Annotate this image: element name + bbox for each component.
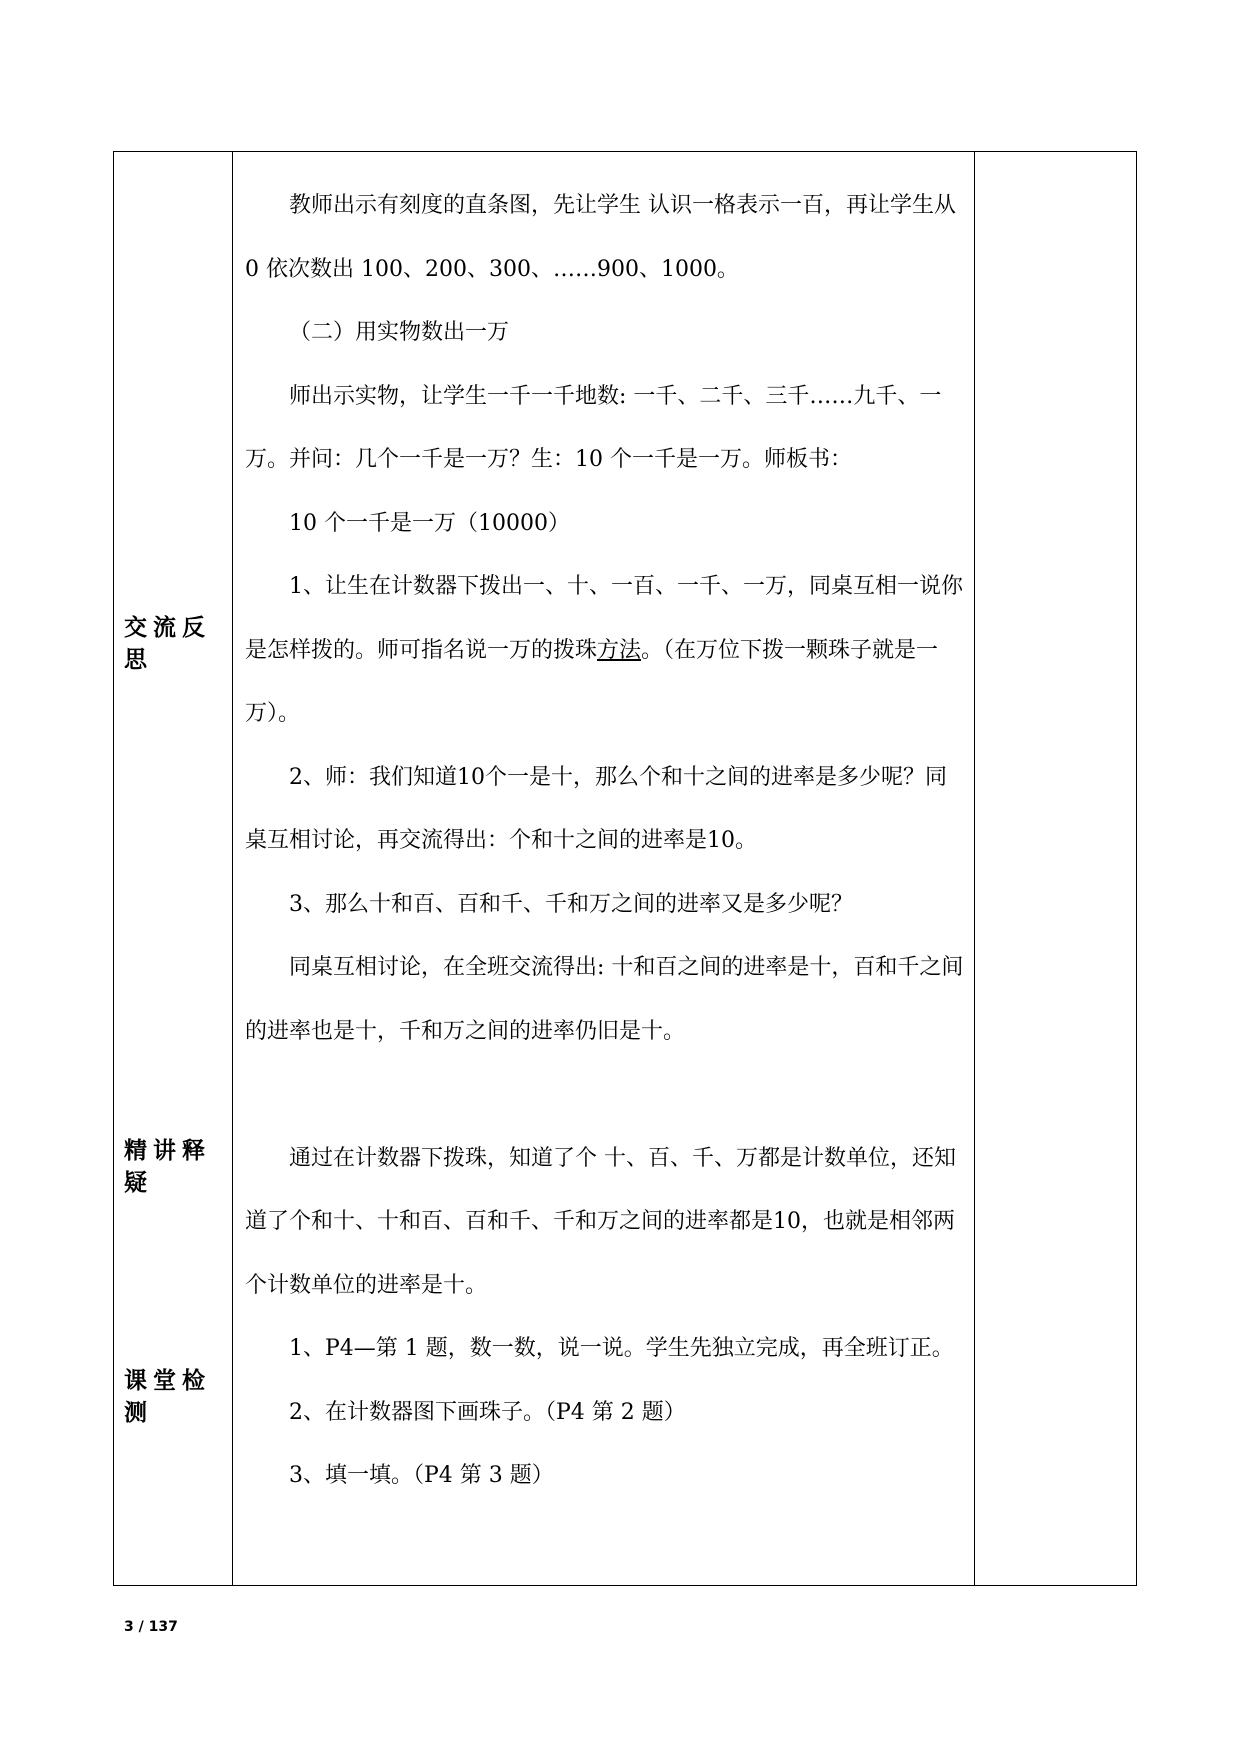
paragraph: 通过在计数器下拨珠，知道了个 十、百、千、万都是计数单位，还知道了个和十、十和百、百和千、千和万之间的进率都是10，也就是相邻两个计数单位的进率是十。 [245,1145,956,1298]
lesson-content [245,174,965,1508]
lesson-table [113,151,1137,1586]
paragraph [245,555,965,746]
underlined-term: 方法 [597,637,642,663]
label-explain-clarify: 精讲释疑 [124,1138,211,1196]
column-divider-right [974,152,975,1585]
paragraph: 2、在计数器图下画珠子。（P4 第 2 题） [289,1399,686,1425]
label-exchange-reflection: 交流反思 [124,615,211,673]
paragraph-text: 1、让生在计数器下拨出一、十、一百、一千、一万，同桌互相一说你是怎样拨的。师可指名说一万的拨珠 [245,574,963,663]
paragraph: 教师出示有刻度的直条图，先让学生 认识一格表示一百，再让学生从 0 依次数出 100、200、300、……900、1000。 [245,193,956,282]
page-number: 3 / 137 [124,1619,178,1635]
paragraph: 同桌互相讨论，在全班交流得出: 十和百之间的进率是十，百和千之间的进率也是十，千和万之间的进率仍旧是十。 [245,955,964,1044]
column-divider-left [232,152,233,1585]
paragraph-text: 。（在万位下拨一颗珠子就是一万）。 [245,637,939,726]
paragraph: 2、师：我们知道10个一是十，那么个和十之间的进率是多少呢？同桌互相讨论，再交流得出：个和十之间的进率是10。 [245,764,947,853]
paragraph: 1、P4—第 1 题，数一数，说一说。学生先独立完成，再全班订正。 [289,1336,954,1361]
paragraph: 10 个一千是一万（10000） [289,510,570,536]
paragraph: 师出示实物，让学生一千一千地数: 一千、二千、三千……九千、一万。并问：几个一千是一万？生：10 个一千是一万。师板书： [245,383,942,472]
paragraph: 3、填一填。（P4 第 3 题） [289,1463,554,1488]
section-heading: （二）用实物数出一万 [289,320,510,345]
label-class-check: 课堂检测 [124,1368,211,1426]
paragraph: 3、那么十和百、百和千、千和万之间的进率又是多少呢？ [289,891,853,917]
